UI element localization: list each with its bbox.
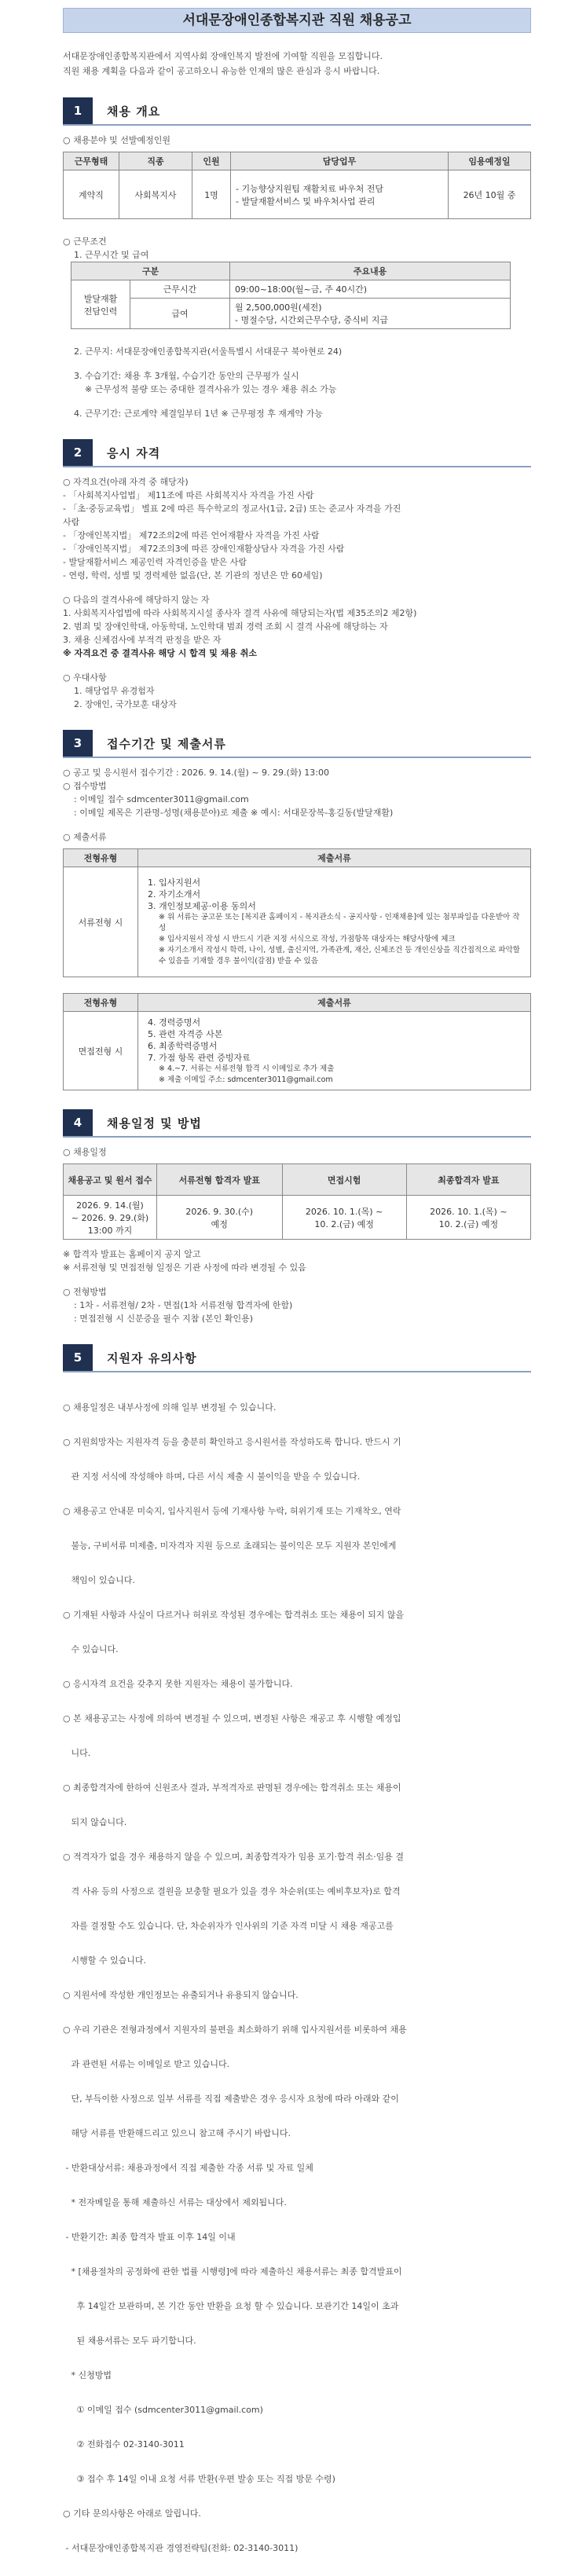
- salary-allowance: - 명절수당, 시간외근무수당, 중식비 지급: [235, 315, 388, 325]
- condition-item: 4. 근무기간: 근로계약 체결일부터 1년 ※ 근무평정 후 재계약 가능: [74, 409, 323, 419]
- schedule-cell: [64, 1196, 157, 1240]
- document-note: ※ 제출 이메일 주소: sdmcenter3011@gmail.com: [159, 1075, 333, 1084]
- disqualification-line: 3. 채용 신체검사에 부적격 판정을 받은 자: [63, 635, 222, 645]
- preference-line: 1. 해당업무 유경험자: [74, 686, 155, 696]
- note-line: ○ 본 채용공고는 사정에 의하여 변경될 수 있으며, 변경된 사항은 재공고 후 시행할 예정입: [63, 1713, 401, 1724]
- application-line: : 이메일 제목은 기관명-성명(채용분야)로 제출 ※ 예시: 서대문장복-홍길동(발달재활): [74, 808, 394, 818]
- note-line: ① 이메일 접수 (sdmcenter3011@gmail.com): [63, 2405, 263, 2415]
- schedule-text: 2026. 9. 30.(수): [185, 1206, 254, 1217]
- section-header-application: [63, 730, 531, 758]
- section-title: 지원자 유의사항: [107, 1350, 197, 1365]
- note-line: 후 14일간 보관하며, 본 기간 동안 반환을 요청 할 수 있습니다. 보관기간 14일이 초과: [63, 2301, 399, 2311]
- page-title: 서대문장애인종합복지관 직원 채용공고: [63, 8, 531, 33]
- schedule-text: 2026. 9. 14.(월): [76, 1200, 144, 1211]
- document-item: 1. 입사지원서: [148, 878, 201, 888]
- section-title: 채용 개요: [107, 104, 161, 119]
- qualification-line: - 「장애인복지법」 제72조의2에 따른 언어재활사 자격을 가진 사람: [63, 530, 320, 540]
- application-line: ○ 접수방법: [63, 781, 107, 791]
- note-line: * [채용절차의 공정화에 관한 법률 시행령]에 따라 제출하신 채용서류는 최종 합격발표이: [63, 2266, 402, 2277]
- note-line: ○ 채용일정은 내부사정에 의해 일부 변경될 수 있습니다.: [63, 1402, 277, 1413]
- job-posting: [63, 6, 531, 2576]
- section-number: 5: [63, 1344, 93, 1371]
- note-line: 책임이 있습니다.: [63, 1575, 135, 1585]
- document-note: ※ 자기소개서 작성시 학력, 나이, 성별, 출신지역, 가족관계, 재산, 신체조건 등 개인신상을 직간접적으로 파악할 수 있음을 기재할 경우 불이익(감점) 받을 수 있음: [159, 946, 520, 966]
- method-line: ○ 전형방법: [63, 1287, 107, 1297]
- method-line: : 면접전형 시 신분증을 필수 지참 (본인 확인용): [74, 1314, 254, 1324]
- preference-line: 2. 장애인, 국가보훈 대상자: [74, 699, 177, 709]
- group-label: 전담인력: [83, 306, 118, 317]
- qualification-line: - 발달재활서비스 제공인력 자격인증을 받은 사람: [63, 557, 247, 567]
- section-title: 채용일정 및 방법: [107, 1116, 202, 1130]
- table-header: 담당업무: [231, 152, 449, 170]
- duty-item: - 기능향상지원팀 재활치료 바우처 전담: [236, 183, 383, 194]
- table-cell: 면접전형 시: [64, 1012, 138, 1090]
- schedule-text: 2026. 10. 1.(목) ~: [430, 1206, 508, 1217]
- condition-item: 3. 수습기간: 채용 후 3개월, 수습기간 동안의 근무평가 실시: [74, 371, 299, 381]
- documents-table-interview: [63, 993, 531, 1090]
- table-header: 전형유형: [64, 994, 138, 1012]
- note-line: ② 전화접수 02-3140-3011: [63, 2439, 185, 2450]
- note-line: 과 관련된 서류는 이메일로 받고 있습니다.: [63, 2059, 230, 2069]
- subheading: ○ 제출서류: [63, 832, 107, 842]
- salary-cell: [230, 299, 511, 329]
- duty-item: - 발달재활서비스 및 바우처사업 관리: [236, 196, 376, 207]
- disqualification-line: 1. 사회복지사업법에 따라 사회복지시설 종사자 결격 사유에 해당되는자(법 제35조의2 제2항): [63, 608, 417, 618]
- note-line: 자를 결정할 수도 있습니다. 단, 차순위자가 인사위의 기준 자격 미달 시 채용 재공고를: [63, 1921, 394, 1931]
- subheading: ○ 채용분야 및 선발예정인원: [63, 135, 170, 145]
- schedule-text: 2026. 10. 1.(목) ~: [305, 1206, 383, 1217]
- recruitment-table: [63, 152, 531, 219]
- note-line: 니다.: [63, 1748, 91, 1758]
- qualification-line: - 「장애인복지법」 제72조의3에 따른 장애인재활상담사 자격을 가진 사람: [63, 544, 345, 554]
- section-number: 2: [63, 439, 93, 466]
- section-title: 접수기간 및 제출서류: [107, 736, 226, 751]
- documents-table-document-screening: [63, 848, 531, 977]
- note-line: * 전자메일을 통해 제출하신 서류는 대상에서 제외됩니다.: [63, 2197, 287, 2208]
- qualification-line: ○ 자격요건(아래 자격 중 해당자): [63, 477, 189, 487]
- table-header: 근무형태: [64, 152, 119, 170]
- table-header: 제출서류: [138, 849, 531, 867]
- schedule-text: ~ 2026. 9. 29.(화): [71, 1212, 149, 1223]
- table-header: 서류전형 합격자 발표: [157, 1164, 283, 1196]
- table-cell: 1명: [192, 170, 231, 219]
- note-line: ○ 채용공고 안내문 미숙지, 입사지원서 등에 기재사항 누락, 허위기재 또는 기재착오, 연락: [63, 1506, 401, 1516]
- table-header: 구분: [71, 262, 230, 280]
- qualification-line: - 「초·중등교육법」 별표 2에 따른 특수학교의 정교사(1급, 2급) 또는 준교사 자격을 가진: [63, 504, 401, 514]
- schedule-text: 10. 2.(금) 예정: [314, 1218, 374, 1229]
- schedule-cell: [406, 1196, 530, 1240]
- subheading: ○ 채용일정: [63, 1147, 107, 1157]
- application-line: ○ 공고 및 응시원서 접수기간 : 2026. 9. 14.(월) ~ 9. 29.(화) 13:00: [63, 768, 329, 778]
- intro-line: 서대문장애인종합복지관에서 지역사회 장애인복지 발전에 기여할 직원을 모집합니다.: [63, 51, 383, 61]
- note-line: ○ 최종합격자에 한하여 신원조사 결과, 부적격자로 판명된 경우에는 합격취소 또는 채용이: [63, 1783, 401, 1793]
- note-line: 관 지정 서식에 작성해야 하며, 다른 서식 제출 시 불이익을 받을 수 있습니다.: [63, 1471, 361, 1482]
- document-note: ※ 4.~7. 서류는 서류전형 합격 시 이메일로 추가 제출: [159, 1064, 335, 1073]
- section-header-overview: [63, 97, 531, 126]
- schedule-note: ※ 서류전형 및 면접전형 일정은 기관 사정에 따라 변경될 수 있음: [63, 1262, 306, 1273]
- schedule-table: [63, 1163, 531, 1240]
- note-line: 시행할 수 있습니다.: [63, 1955, 146, 1966]
- note-line: - 반환기간: 최종 합격자 발표 이후 14일 이내: [63, 2232, 236, 2242]
- salary-amount: 월 2,500,000원(세전): [235, 302, 322, 313]
- section-header-qualifications: [63, 439, 531, 467]
- table-header: 최종합격자 발표: [406, 1164, 530, 1196]
- note-line: 해당 서류를 반환해드리고 있으니 참고해 주시기 바랍니다.: [63, 2128, 291, 2138]
- note-line: ○ 기재된 사항과 사실이 다르거나 허위로 작성된 경우에는 합격취소 또는 채용이 되지 않을: [63, 1610, 405, 1620]
- table-cell: 26년 10월 중: [449, 170, 531, 219]
- table-header: 임용예정일: [449, 152, 531, 170]
- document-note: ※ 입사지원서 작성 시 반드시 기관 지정 서식으로 작성, 가점항목 대상자는 해당사항에 체크: [159, 935, 456, 944]
- document-item: 3. 개인정보제공·이용 동의서: [148, 901, 256, 911]
- table-header: 제출서류: [138, 994, 531, 1012]
- table-header: 채용공고 및 원서 접수: [64, 1164, 157, 1196]
- note-line: - 서대문장애인종합복지관 경영전략팀(전화: 02-3140-3011): [63, 2543, 299, 2553]
- documents-cell: [138, 1012, 531, 1090]
- note-line: ○ 기타 문의사항은 아래로 알립니다.: [63, 2508, 201, 2519]
- section-number: 4: [63, 1109, 93, 1136]
- schedule-cell: [157, 1196, 283, 1240]
- table-cell: 급여: [130, 299, 230, 329]
- table-cell: 계약직: [64, 170, 119, 219]
- note-line: ○ 지원희망자는 지원자격 등을 충분히 확인하고 응시원서를 작성하도록 합니다. 반드시 기: [63, 1437, 401, 1447]
- note-line: 되지 않습니다.: [63, 1817, 127, 1827]
- note-line: * 신청방법: [63, 2370, 112, 2380]
- method-line: : 1차 - 서류전형/ 2차 - 면접(1차 서류전형 합격자에 한함): [74, 1300, 293, 1310]
- conditions-table: [71, 262, 511, 329]
- documents-cell: [138, 867, 531, 977]
- duties-cell: [231, 170, 449, 219]
- table-header: 면접시험: [282, 1164, 406, 1196]
- condition-item: 2. 근무지: 서대문장애인종합복지관(서울특별시 서대문구 북아현로 24): [74, 346, 343, 357]
- subheading: 1. 근무시간 및 급여: [74, 250, 149, 260]
- note-line: - 반환대상서류: 채용과정에서 직접 제출한 각종 서류 및 자료 일체: [63, 2163, 313, 2173]
- note-line: 수 있습니다.: [63, 1644, 119, 1654]
- note-line: 격 사유 등의 사정으로 결원을 보충할 필요가 있을 경우 차순위(또는 예비후보자)로 합격: [63, 1886, 401, 1896]
- section-header-schedule: [63, 1109, 531, 1138]
- section-number: 3: [63, 730, 93, 757]
- document-note: ※ 위 서류는 공고문 또는 [복지관 홈페이지 - 복지관소식 - 공지사항 - 인재채용]에 있는 첨부파일을 다운받아 작성: [159, 913, 520, 933]
- qualification-line: - 연령, 학력, 성별 및 경력제한 없음(단, 본 기관의 정년은 만 60세임): [63, 570, 323, 581]
- qualification-line: - 「사회복지사업법」 제11조에 따른 사회복지사 자격을 가진 사람: [63, 490, 314, 500]
- disqualification-warning: ※ 자격요건 중 결격사유 해당 시 합격 및 채용 취소: [63, 648, 258, 658]
- group-cell: [71, 280, 130, 329]
- disqualification-line: ○ 다음의 결격사유에 해당하지 않는 자: [63, 595, 210, 605]
- condition-note: ※ 근무성적 불량 또는 중대한 결격사유가 있는 경우 채용 취소 가능: [85, 384, 337, 394]
- group-label: 발달재활: [83, 293, 118, 304]
- table-header: 직종: [119, 152, 192, 170]
- note-line: 불능, 구비서류 미제출, 미자격자 지원 등으로 초래되는 불이익은 모두 지원자 본인에게: [63, 1541, 397, 1551]
- note-line: ○ 지원서에 작성한 개인정보는 유출되거나 유용되지 않습니다.: [63, 1990, 299, 2000]
- document-item: 7. 가점 항목 관련 증빙자료: [148, 1052, 251, 1063]
- note-line: ○ 적격자가 없을 경우 채용하지 않을 수 있으며, 최종합격자가 임용 포기·합격 취소·임용 결: [63, 1852, 404, 1862]
- section-title: 응시 자격: [107, 445, 161, 460]
- intro-line: 직원 채용 계획을 다음과 같이 공고하오니 유능한 인재의 많은 관심과 응시 바랍니다.: [63, 66, 380, 76]
- table-cell: 09:00~18:00(월~금, 주 40시간): [230, 280, 511, 299]
- table-cell: 근무시간: [130, 280, 230, 299]
- note-line: ○ 응시자격 요건을 갖추지 못한 지원자는 채용이 불가합니다.: [63, 1679, 293, 1689]
- document-item: 5. 관련 자격증 사본: [148, 1028, 223, 1039]
- schedule-text: 예정: [211, 1218, 228, 1229]
- section-header-notes: [63, 1344, 531, 1372]
- preference-line: ○ 우대사항: [63, 672, 107, 683]
- table-header: 주요내용: [230, 262, 511, 280]
- table-cell: 사회복지사: [119, 170, 192, 219]
- table-header: 인원: [192, 152, 231, 170]
- applicant-notes: [63, 1380, 531, 2576]
- qualification-line: 사람: [63, 517, 80, 527]
- schedule-note: ※ 합격자 발표는 홈페이지 공지 알고: [63, 1249, 201, 1259]
- table-header: 전형유형: [64, 849, 138, 867]
- document-item: 4. 경력증명서: [148, 1017, 201, 1028]
- application-email-line: : 이메일 접수 sdmcenter3011@gmail.com: [74, 794, 249, 804]
- document-item: 2. 자기소개서: [148, 889, 201, 900]
- schedule-text: 10. 2.(금) 예정: [438, 1218, 499, 1229]
- note-line: 단, 부득이한 사정으로 일부 서류를 직접 제출받은 경우 응시자 요청에 따라 아래와 같이: [63, 2094, 399, 2104]
- note-line: ○ 우리 기관은 전형과정에서 지원자의 불편을 최소화하기 위해 입사지원서를 비롯하여 채용: [63, 2025, 407, 2035]
- section-number: 1: [63, 97, 93, 124]
- schedule-text: 13:00 까지: [87, 1225, 133, 1236]
- table-cell: 서류전형 시: [64, 867, 138, 977]
- document-item: 6. 최종학력증명서: [148, 1040, 218, 1051]
- disqualification-line: 2. 범죄 및 장애인학대, 아동학대, 노인학대 범죄 경력 조회 시 결격 사유에 해당하는 자: [63, 621, 388, 632]
- subheading: ○ 근무조건: [63, 236, 107, 247]
- note-line: 된 채용서류는 모두 파기합니다.: [63, 2336, 196, 2346]
- intro: [63, 49, 531, 79]
- note-line: ③ 접수 후 14일 이내 요청 서류 반환(우편 발송 또는 직접 방문 수령): [63, 2474, 335, 2484]
- schedule-cell: [282, 1196, 406, 1240]
